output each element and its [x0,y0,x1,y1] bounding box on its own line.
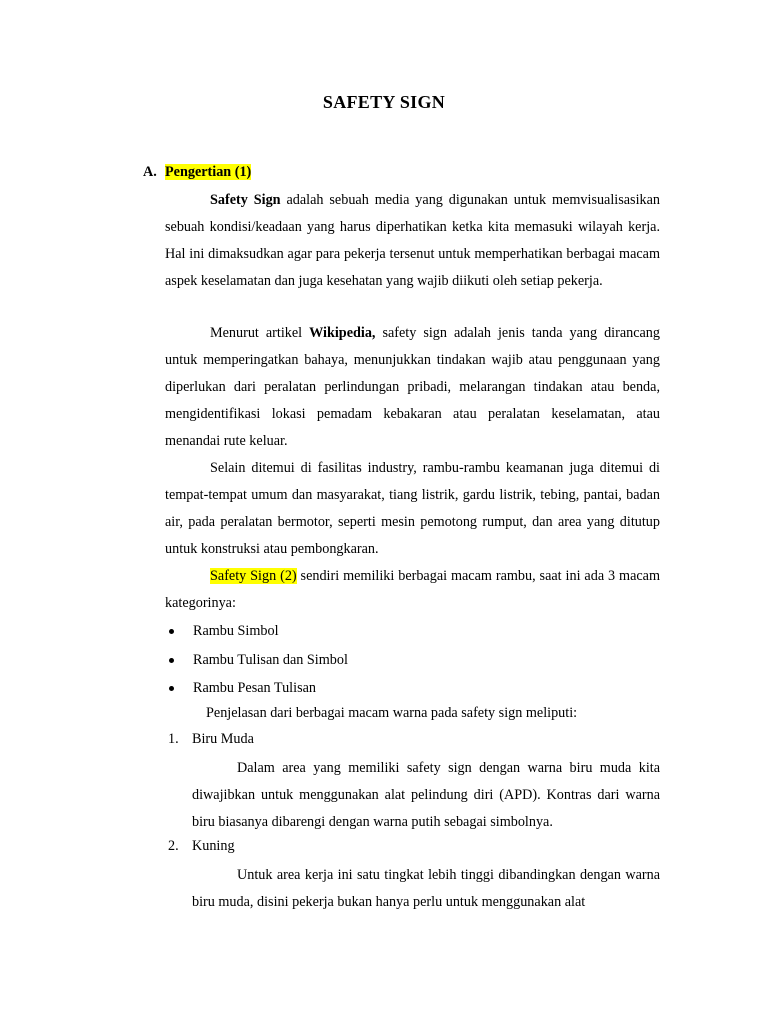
color-description: Dalam area yang memiliki safety sign dengan warna biru muda kita diwajibkan untuk menggunakan alat pelindung diri (APD). Kontras dari warna biru biasanya dibarengi dengan warna putih sebagai simbolnya. [192,760,660,830]
color-description: Untuk area kerja ini satu tingkat lebih tinggi dibandingkan dengan warna biru muda, disini pekerja bukan hanya perlu untuk menggunakan alat [192,867,660,910]
item-number: 2. [168,838,179,854]
document-title: SAFETY SIGN [322,92,446,112]
bullet-icon [169,629,174,634]
section-letter: A. [143,164,157,180]
color-item-heading [168,731,254,748]
paragraph-wikipedia-lead: Menurut artikel [210,325,310,341]
list-item: Rambu Pesan Tulisan [165,674,348,703]
paragraph-categories-intro [165,563,660,617]
paragraph-wikipedia-text: safety sign adalah jenis tanda yang dirancang untuk memperingatkan bahaya, menunjukkan tindakan wajib atau penggunaan yang diperlukan dari peralatan perlindungan pribadi, melarangan tindakan atau benda, mengidentifikasi lokasi pemadam kebakaran atau peralatan keselamatan, atau menandai rute keluar. [165,325,660,449]
term-safety-sign: Safety Sign [210,192,281,208]
item-number: 1. [168,731,179,747]
paragraph-definition-text: adalah sebuah media yang digunakan untuk memvisualisasikan sebuah kondisi/keadaan yang harus diperhatikan ketka kita memasuki wilayah kerja. Hal ini dimaksudkan agar para pekerja tersenut untuk memperhatikan berbagai macam aspek keselamatan dan juga kesehatan yang wajib diikuti oleh setiap pekerja. [165,192,661,289]
list-item: Rambu Simbol [165,617,348,646]
section-heading-text: Pengertian (1) [165,164,252,180]
section-heading [143,164,251,181]
source-wikipedia: Wikipedia, [309,325,376,341]
paragraph-definition [165,187,660,295]
color-name: Kuning [192,838,235,854]
highlight-safety-sign: Safety Sign (2) [210,568,297,584]
paragraph-wikipedia [165,320,660,455]
color-item-heading [168,838,235,855]
color-name: Biru Muda [192,731,254,747]
list-item: Rambu Tulisan dan Simbol [165,646,348,675]
paragraph-categories-text: sendiri memiliki berbagai macam rambu, saat ini ada 3 macam kategorinya: [165,568,660,611]
bullet-icon [169,658,174,663]
bullet-icon [169,686,174,691]
category-list [165,617,348,703]
paragraph-locations: Selain ditemui di fasilitas industry, rambu-rambu keamanan juga ditemui di tempat-tempat umum dan masyarakat, tiang listrik, gardu listrik, tebing, pantai, badan air, pada peralatan bermotor, seperti mesin pemotong rumput, dan area yang ditutup untuk konstruksi atau pembongkaran. [165,460,660,557]
colors-intro: Penjelasan dari berbagai macam warna pada safety sign meliputi: [206,705,578,721]
